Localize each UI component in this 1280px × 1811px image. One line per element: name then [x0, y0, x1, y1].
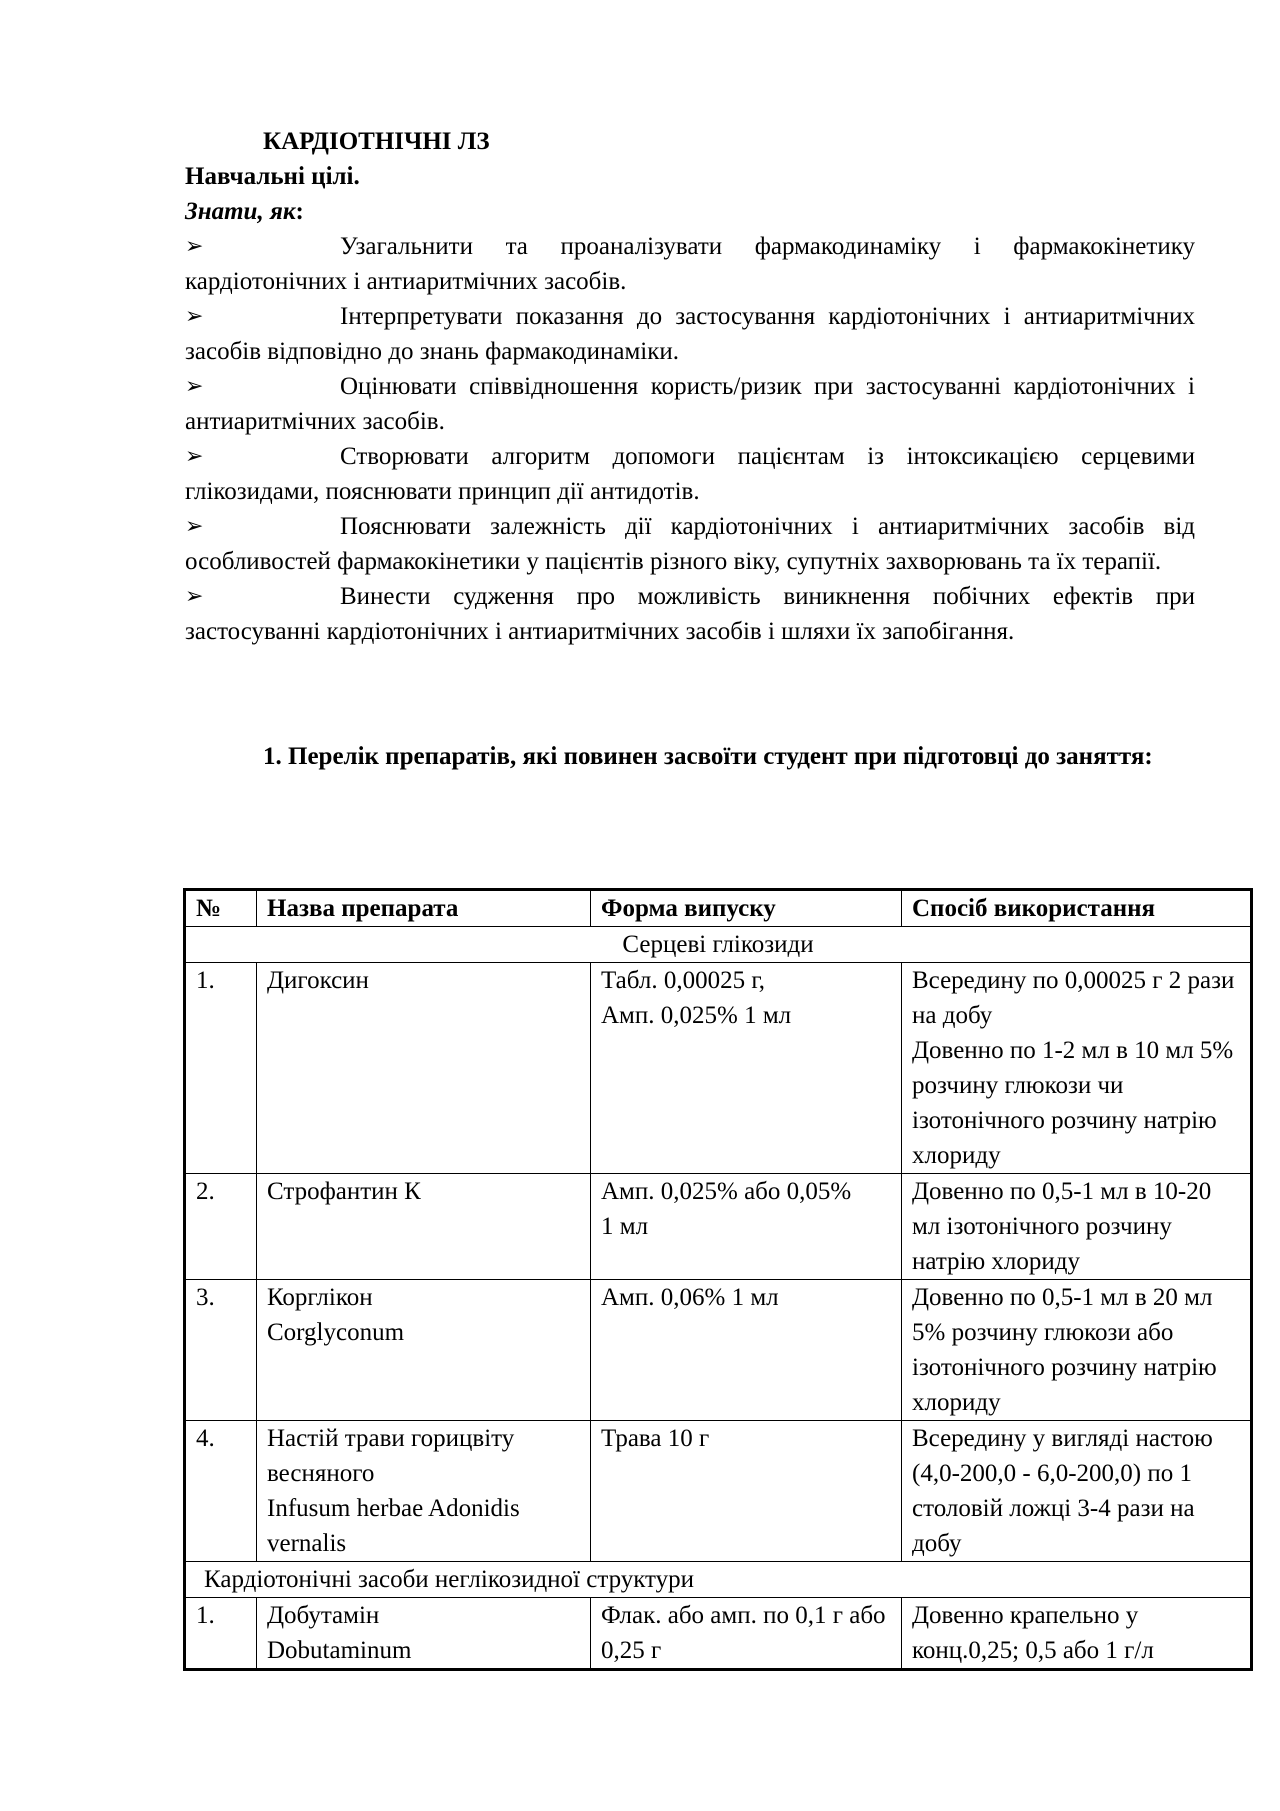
form-line: Амп. 0,06% 1 мл: [601, 1284, 779, 1311]
usage-line: Всередину по 0,00025 г 2 рази на добу: [912, 967, 1235, 1029]
arrow-bullet-icon: ➢: [185, 374, 204, 399]
arrow-bullet-icon: ➢: [185, 584, 204, 609]
cell-number: 2.: [185, 1174, 257, 1280]
drug-name: Настій трави горицвіту весняного: [267, 1425, 515, 1487]
objectives-list: [185, 229, 1195, 649]
group-row: [185, 927, 1252, 963]
objective-text: Узагальнити та проаналізувати фармакодинаміку і фармакокінетику кардіотонічних і антиаритмічних засобів.: [185, 233, 1195, 295]
usage-line: Довенно по 1-2 мл в 10 мл 5% розчину глюкози чи ізотонічного розчину натрію хлориду: [912, 1037, 1234, 1169]
document-title: КАРДІОТНІЧНІ ЛЗ: [263, 128, 490, 155]
table-row: [185, 1598, 1252, 1670]
col-header-form: Форма випуску: [591, 890, 902, 927]
objective-text: Пояснювати залежність дії кардіотонічних і антиаритмічних засобів від особливостей фармакокінетики у пацієнтів різного віку, супутніх захворювань та їх терапії.: [185, 513, 1195, 575]
cell-usage: [902, 963, 1252, 1174]
cell-usage: [902, 1280, 1252, 1421]
objective-item: [185, 439, 1195, 509]
objective-item: [185, 299, 1195, 369]
table-header-row: [185, 890, 1252, 927]
cell-form: [591, 963, 902, 1174]
arrow-bullet-icon: ➢: [185, 514, 204, 539]
table-row: [185, 1174, 1252, 1280]
drug-latin-name: Dobutaminum: [267, 1637, 412, 1664]
cell-name: [257, 963, 591, 1174]
cell-form: [591, 1421, 902, 1562]
goals-heading: Навчальні цілі.: [185, 163, 360, 190]
group-non-glycoside-cardiotonics: Кардіотонічні засоби неглікозидної структури: [185, 1562, 1252, 1598]
objective-text: Винести судження про можливість виникнення побічних ефектів при застосуванні кардіотонічних і антиаритмічних засобів і шляхи їх запобігання.: [185, 583, 1195, 645]
know-heading: [185, 194, 1195, 229]
cell-number: 4.: [185, 1421, 257, 1562]
form-line: Амп. 0,025% або 0,05%: [601, 1178, 852, 1205]
table-row: [185, 1280, 1252, 1421]
drug-name: Корглікон: [267, 1284, 373, 1311]
drug-name: Строфантин К: [267, 1178, 421, 1205]
cell-number: 1.: [185, 963, 257, 1174]
cell-usage: [902, 1421, 1252, 1562]
know-heading-colon: :: [295, 198, 304, 225]
form-line: Флак. або амп. по 0,1 г або 0,25 г: [601, 1602, 886, 1664]
form-line: Табл. 0,00025 г,: [601, 967, 766, 994]
cell-name: [257, 1598, 591, 1670]
objective-text: Оцінювати співвідношення користь/ризик при застосуванні кардіотонічних і антиаритмічних засобів.: [185, 373, 1195, 435]
objective-text: Інтерпретувати показання до застосування кардіотонічних і антиаритмічних засобів відповідно до знань фармакодинаміки.: [185, 303, 1195, 365]
drug-latin-name: Corglyconum: [267, 1319, 405, 1346]
drug-name: Добутамін: [267, 1602, 380, 1629]
objective-item: [185, 579, 1195, 649]
drug-latin-name: Infusum herbae Adonidis vernalis: [267, 1495, 520, 1557]
cell-name: [257, 1421, 591, 1562]
objective-item: [185, 369, 1195, 439]
arrow-bullet-icon: ➢: [185, 234, 204, 259]
section-title: 1. Перелік препаратів, які повинен засвоїти студент при підготовці до заняття:: [263, 743, 1153, 770]
drugs-table: [183, 888, 1253, 1671]
usage-line: Всередину у вигляді настою (4,0-200,0 - 6,0-200,0) по 1 столовій ложці 3-4 рази на добу: [912, 1425, 1213, 1557]
form-line: 1 мл: [601, 1213, 649, 1240]
cell-name: [257, 1280, 591, 1421]
usage-line: Довенно крапельно у конц.0,25; 0,5 або 1 г/л: [912, 1602, 1154, 1664]
drug-name: Дигоксин: [267, 967, 369, 994]
arrow-bullet-icon: ➢: [185, 444, 204, 469]
table-row: [185, 1421, 1252, 1562]
document-page: [185, 124, 1195, 775]
usage-line: Довенно по 0,5-1 мл в 20 мл 5% розчину глюкози або ізотонічного розчину натрію хлориду: [912, 1284, 1217, 1416]
col-header-number: №: [185, 890, 257, 927]
col-header-usage: Спосіб використання: [902, 890, 1252, 927]
cell-form: [591, 1280, 902, 1421]
cell-usage: [902, 1598, 1252, 1670]
group-cardiac-glycosides: Серцеві глікозиди: [185, 927, 1252, 963]
arrow-bullet-icon: ➢: [185, 304, 204, 329]
objective-item: [185, 229, 1195, 299]
usage-line: Довенно по 0,5-1 мл в 10-20 мл ізотонічного розчину натрію хлориду: [912, 1178, 1212, 1275]
table-row: [185, 963, 1252, 1174]
cell-number: 3.: [185, 1280, 257, 1421]
cell-form: [591, 1174, 902, 1280]
objective-text: Створювати алгоритм допомоги пацієнтам із інтоксикацією серцевими глікозидами, пояснювати принцип дії антидотів.: [185, 443, 1195, 505]
form-line: Трава 10 г: [601, 1425, 710, 1452]
group-row: [185, 1562, 1252, 1598]
form-line: Амп. 0,025% 1 мл: [601, 1002, 792, 1029]
cell-usage: [902, 1174, 1252, 1280]
objective-item: [185, 509, 1195, 579]
cell-form: [591, 1598, 902, 1670]
know-heading-text: Знати, як: [185, 198, 296, 225]
cell-name: [257, 1174, 591, 1280]
col-header-name: Назва препарата: [257, 890, 591, 927]
cell-number: 1.: [185, 1598, 257, 1670]
